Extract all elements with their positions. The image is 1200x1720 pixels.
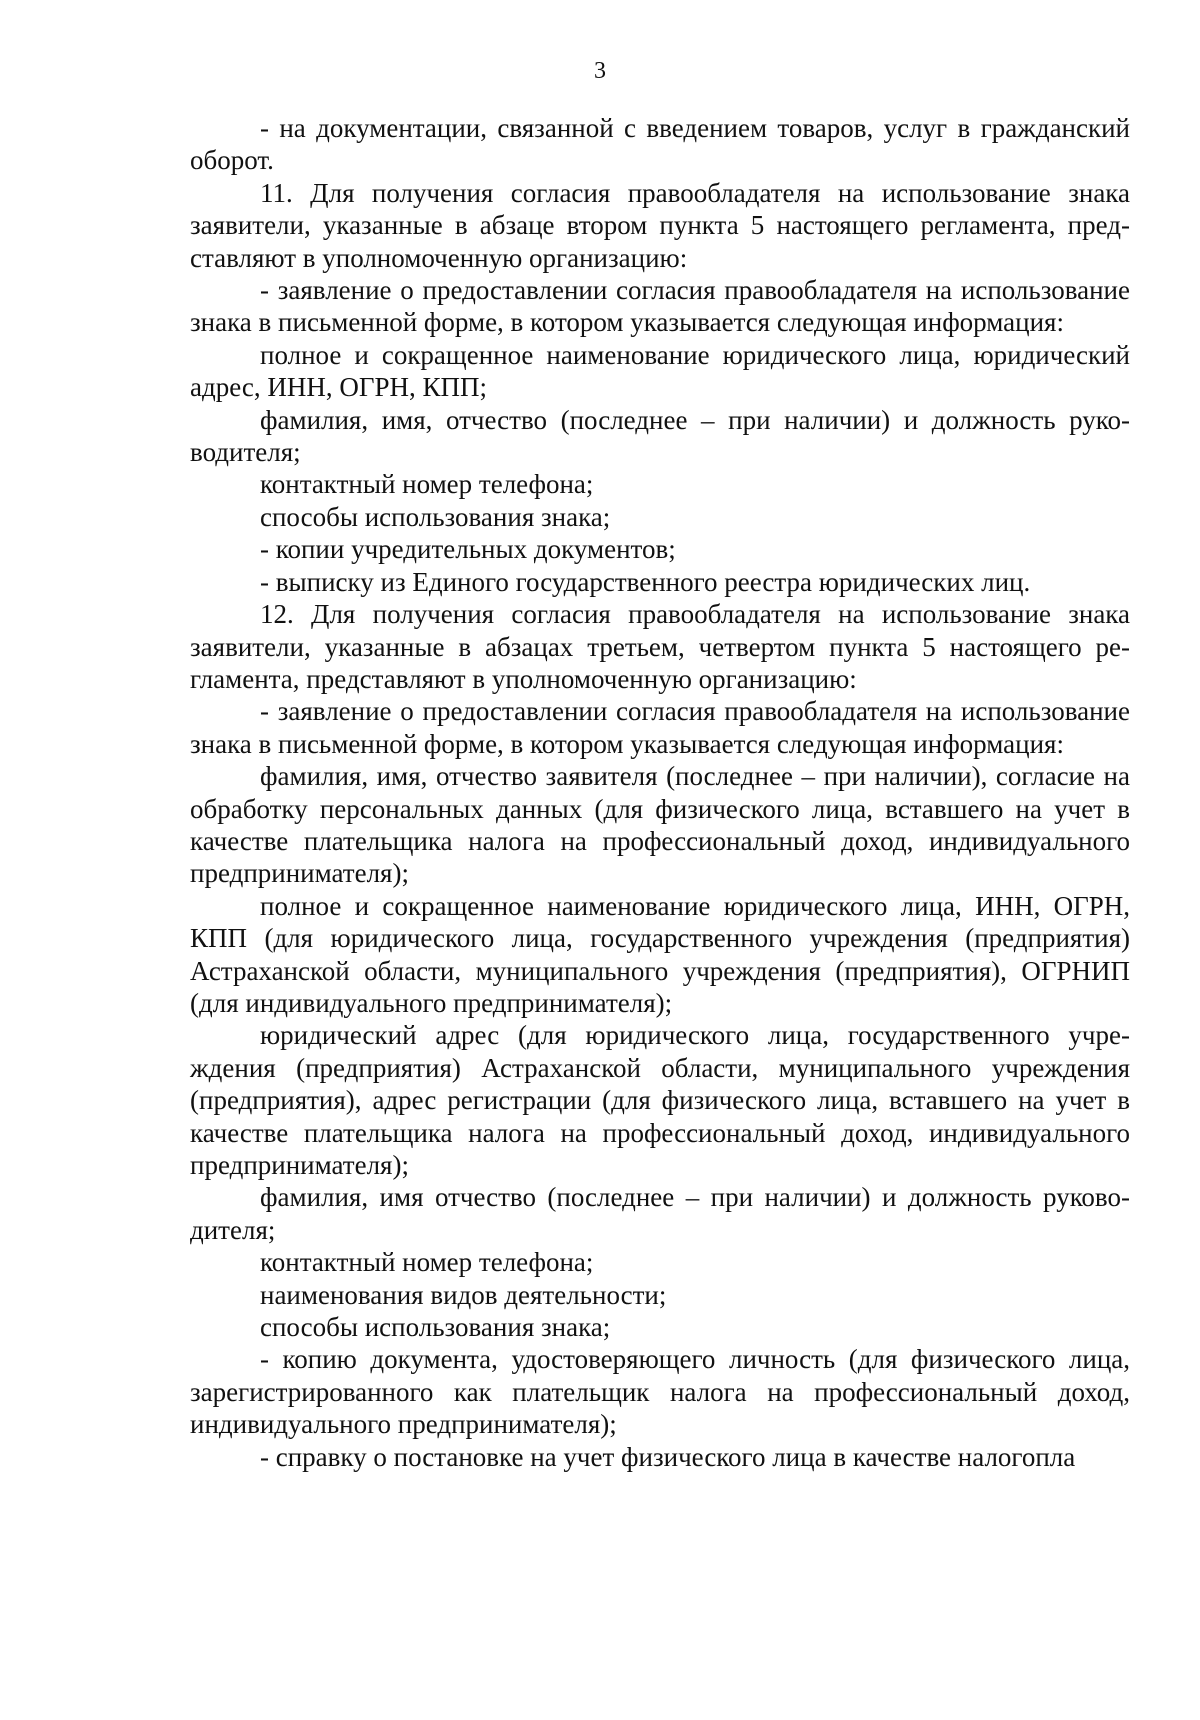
paragraph: - копии учредительных документов; xyxy=(260,534,676,565)
paragraph: - выписку из Единого государственного реестра юридических лиц. xyxy=(260,566,1031,597)
paragraph: полное и сокращенное наименование юридического лица, юридический адрес, ИНН, ОГРН, КПП; xyxy=(190,339,1130,403)
paragraph: наименования видов деятельности; xyxy=(260,1279,667,1310)
paragraph: - справку о постановке на учет физического лица в качестве налогопла xyxy=(260,1441,1076,1472)
paragraph: - заявление о предоставлении согласия правообладателя на использование знака в письменной форме, в котором указывается следующая информация: xyxy=(190,696,1130,759)
paragraph: 11. Для получения согласия правообладателя на использование знака заявители, указанные в абзаце втором пункта 5 настоящего регламента, представляют в уполномоченную организацию: xyxy=(190,177,1130,273)
page-number: 3 xyxy=(594,58,606,84)
paragraph: юридический адрес (для юридического лица, государственного учреждения (предприятия) Астраханской области, муниципального учреждения (предприятия), адрес регистрации (для физического лица, вставшего на учет в качестве плательщика налога на профессиональный доход, индивидуального предпринимателя); xyxy=(190,1020,1130,1180)
paragraph: контактный номер телефона; xyxy=(260,1247,594,1278)
paragraph: способы использования знака; xyxy=(260,1312,611,1343)
paragraph: способы использования знака; xyxy=(260,501,611,532)
paragraph: фамилия, имя, отчество (последнее – при наличии) и должность руководителя; xyxy=(190,404,1130,468)
paragraph: фамилия, имя отчество (последнее – при наличии) и должность руководителя; xyxy=(190,1182,1130,1245)
document-body xyxy=(190,112,1130,1473)
paragraph: полное и сокращенное наименование юридического лица, ИНН, ОГРН, КПП (для юридического лица, государственного учреждения (предприятия) Астраханской области, муниципального учреждения (предприятия), ОГРНИП (для индивидуального предпринимателя); xyxy=(190,890,1130,1018)
paragraph: - на документации, связанной с введением товаров, услуг в гражданский оборот. xyxy=(190,113,1130,176)
paragraph: - заявление о предоставлении согласия правообладателя на использование знака в письменной форме, в котором указывается следующая информация: xyxy=(190,275,1130,338)
paragraph: контактный номер телефона; xyxy=(260,469,594,500)
paragraph: - копию документа, удостоверяющего личность (для физического лица, зарегистрированного как плательщик налога на профессиональный доход, индивидуального предпринимателя); xyxy=(190,1344,1130,1440)
paragraph: фамилия, имя, отчество заявителя (последнее – при наличии), согласие на обработку персональных данных (для физического лица, вставшего на учет в качестве плательщика налога на профессиональный доход, индивидуального предпринимателя); xyxy=(190,761,1130,889)
paragraph: 12. Для получения согласия правообладателя на использование знака заявители, указанные в абзацах третьем, четвертом пункта 5 настоящего регламента, представляют в уполномоченную организацию: xyxy=(190,599,1130,694)
